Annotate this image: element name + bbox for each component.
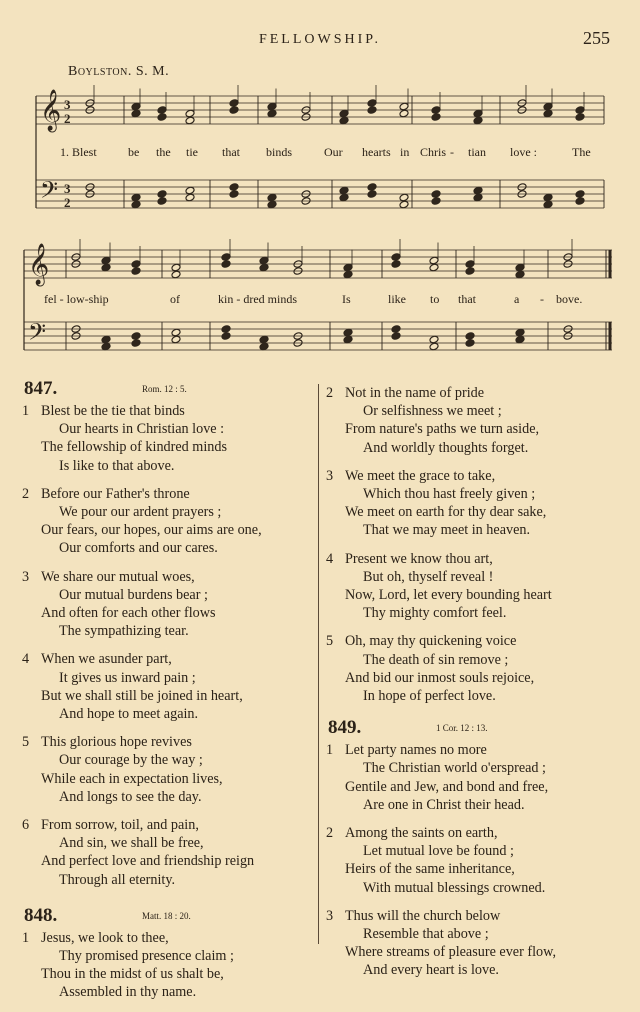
note-head [575,113,585,122]
note-head [185,116,195,125]
verse-line: And bid our inmost souls rejoice, [345,669,535,686]
note-head [171,328,181,337]
lyric-syllable: - [540,292,544,306]
verse-number: 5 [326,633,334,650]
note-head [171,270,181,279]
verse [22,733,314,806]
note-head [391,325,401,334]
note-head [101,263,111,272]
note-head [221,253,231,262]
hymn-number: 849. [328,717,362,739]
note-head [131,102,141,111]
lyric-syllable: Our [324,145,343,159]
lyric-syllable: The [572,145,591,159]
note-head [429,263,439,272]
note-head [465,260,475,269]
verse [22,929,314,1002]
verse-text: Let party names no more [345,742,487,759]
lyric-syllable: to [430,292,440,306]
note-head [575,106,585,115]
note-head [399,109,409,118]
verse-line: Where streams of pleasure ever flow, [345,944,557,961]
note-head [543,200,553,209]
note-head [575,197,585,206]
scripture-reference: Matt. 18 : 20. [142,910,191,921]
note-head [431,113,441,122]
note-head [429,342,439,351]
lyric-syllable: 1. Blest [60,145,97,159]
verse-line: But we shall still be joined in heart, [41,687,243,704]
hymn-number: 848. [24,904,58,926]
verse [22,402,314,475]
note-head [399,193,409,202]
verse-number: 1 [22,929,30,946]
verse [22,650,314,723]
verse-number: 6 [22,817,30,834]
hymn-heading [22,376,314,402]
note-head [157,113,167,122]
lyric-syllable: like [388,292,406,306]
verse-line [326,824,616,842]
verse [326,741,616,814]
lyric-syllable: fel - low-ship [44,292,109,306]
verse-text: From sorrow, toil, and pain, [41,817,199,834]
verse-line: Heirs of the same inheritance, [345,861,515,878]
verse-line: Our courage by the way ; [59,752,203,769]
note-head [343,270,353,279]
lyric-syllable: of [170,292,180,306]
verse-line [326,467,616,485]
note-head [229,106,239,115]
verse-line [22,650,314,668]
note-head [339,193,349,202]
note-head [473,109,483,118]
verse-line: The death of sin remove ; [363,651,509,668]
note-head [229,190,239,199]
note-head [515,270,525,279]
verse-line: Through all eternity. [59,871,176,888]
note-head [543,109,553,118]
verse-line [22,402,314,420]
lyrics-line-1 [60,145,591,159]
time-signature: 3 [64,181,71,196]
note-head [429,335,439,344]
verse-line [326,550,616,568]
running-title: FELLOWSHIP. [258,32,382,47]
note-head [259,335,269,344]
note-head [267,102,277,111]
lyric-syllable: binds [266,145,293,159]
verse-line: Our mutual burdens bear ; [59,586,208,603]
note-head [101,256,111,265]
verse-line: Thou in the midst of us shalt be, [41,966,224,983]
time-signature: 3 [64,97,71,112]
verse [326,824,616,897]
verse-line: Resemble that above ; [363,926,489,943]
verse-line: Thy promised presence claim ; [59,948,234,965]
verse [326,550,616,623]
note-head [465,332,475,341]
note-head [367,190,377,199]
time-signature: 2 [64,195,71,210]
verse-line [22,568,314,586]
verse [22,568,314,641]
verse-text: Present we know thou art, [345,550,493,567]
verse-line: Our fears, our hopes, our aims are one, [41,522,262,539]
note-head [101,342,111,351]
verse [326,632,616,705]
verse-line: Now, Lord, let every bounding heart [345,587,552,604]
verse-line: Our comforts and our cares. [59,540,218,557]
lyric-syllable: tian [468,145,486,159]
note-head [259,256,269,265]
note-head [473,186,483,195]
verse-line: And perfect love and friendship reign [41,853,255,870]
note-head [171,263,181,272]
lyric-syllable: bove. [556,292,583,306]
scripture-reference: 1 Cor. 12 : 13. [436,723,488,734]
verse-line: That we may meet in heaven. [363,522,531,539]
verse-line: We meet on earth for thy dear sake, [345,504,547,521]
bass-clef: 𝄢 [40,176,59,209]
note-head [131,267,141,276]
hymn-number: 847. [24,378,58,399]
lyric-syllable: kin - dred minds [218,292,297,306]
note-head [157,190,167,199]
note-head [431,190,441,199]
verse-number: 3 [326,467,334,484]
verse-line [326,741,616,759]
verse-line [326,907,616,925]
verse-line: The fellowship of kindred minds [41,439,227,456]
note-head [267,200,277,209]
lyric-syllable: a [514,292,520,306]
note-head [339,109,349,118]
verse-number: 3 [22,568,30,585]
scripture-reference: Rom. 12 : 5. [142,384,187,394]
verse-text: When we asunder part, [41,651,172,668]
verse [326,907,616,980]
verse-text: This glorious hope revives [41,734,192,751]
note-head [221,332,231,341]
note-head [131,332,141,341]
lyric-syllable: Chris [420,145,447,159]
note-head [367,183,377,192]
verse-line: And sin, we shall be free, [59,835,204,852]
note-head [229,183,239,192]
note-head [339,116,349,125]
note-head [515,328,525,337]
verse-line: Are one in Christ their head. [363,796,525,813]
verse-number: 5 [22,734,30,751]
verse-line: We pour our ardent prayers ; [59,504,222,521]
verse-number: 4 [326,550,334,567]
lyric-syllable: that [222,145,240,159]
note-head [101,335,111,344]
verse-line: The sympathizing tear. [59,623,189,640]
note-head [131,200,141,209]
lyric-syllable: be [128,145,140,159]
note-head [515,263,525,272]
verse-line [22,816,314,834]
verse-text: Not in the name of pride [345,385,485,401]
note-head [367,106,377,115]
time-signature: 2 [64,111,71,126]
note-head [465,339,475,348]
note-head [391,332,401,341]
verse-line [22,485,314,503]
lyric-syllable: - [450,145,454,159]
verse-line: Which thou hast freely given ; [363,486,536,503]
music-notes [71,85,585,351]
note-head [391,260,401,269]
verse-line: The Christian world o'erspread ; [363,760,547,777]
verse-text: Oh, may thy quickening voice [345,633,517,650]
note-head [267,109,277,118]
verse-line [22,929,314,947]
verse-number: 1 [326,742,334,759]
lyrics-line-2 [44,292,582,306]
lyric-syllable: Is [342,292,351,306]
verse-text: We meet the grace to take, [345,467,496,484]
lyric-syllable: the [156,145,171,159]
note-head [543,102,553,111]
verse-line: Let mutual love be found ; [363,843,514,860]
verse-text: Before our Father's throne [41,485,190,502]
verse-line: Gentile and Jew, and bond and free, [345,778,549,795]
verse-number: 2 [22,485,30,502]
verse-line: Or selfishness we meet ; [363,403,502,420]
verse-text: Blest be the tie that binds [41,403,185,419]
left-column [22,376,314,1012]
note-head [431,106,441,115]
note-head [229,99,239,108]
note-head [399,200,409,209]
verse-line: And longs to see the day. [59,788,202,805]
tune-name: Boylston. [68,64,132,79]
note-head [157,106,167,115]
note-head [429,256,439,265]
note-head [221,260,231,269]
lyric-syllable: tie [186,145,198,159]
verse-line: And every heart is love. [363,962,499,979]
music-score [0,0,640,372]
verse [326,467,616,540]
verse-line: With mutual blessings crowned. [363,879,546,896]
verse-line: Thy mighty comfort feel. [363,605,507,622]
verse-number: 1 [22,403,30,419]
note-head [259,342,269,351]
verse-line: In hope of perfect love. [363,688,496,705]
note-head [399,102,409,111]
verse-text: Jesus, we look to thee, [41,929,169,946]
verse-line: But oh, thyself reveal ! [363,568,494,585]
lyric-syllable: hearts [362,145,391,159]
note-head [131,339,141,348]
note-head [473,193,483,202]
note-head [157,197,167,206]
lyric-syllable: that [458,292,476,306]
note-head [221,325,231,334]
tune-meter: S. M. [135,64,170,79]
verse-line: Is like to that above. [59,457,175,474]
note-head [473,116,483,125]
verse [22,485,314,558]
note-head [185,193,195,202]
note-head [267,193,277,202]
page-number: 255 [583,28,610,48]
hymn-heading [326,715,616,741]
column-divider [318,384,319,944]
note-head [185,109,195,118]
note-head [575,190,585,199]
verse-line: From nature's paths we turn aside, [345,421,540,438]
verse-line [22,733,314,751]
note-head [343,335,353,344]
note-head [339,186,349,195]
note-head [465,267,475,276]
note-head [131,193,141,202]
note-head [185,186,195,195]
lyric-syllable: love : [510,145,537,159]
note-head [543,193,553,202]
staff-lines [24,89,612,351]
verse-text: Among the saints on earth, [345,825,498,842]
treble-clef: 𝄞 [40,90,62,131]
note-head [171,335,181,344]
verse-line: It gives us inward pain ; [59,669,196,686]
verse-line: And often for each other flows [41,605,216,622]
verse-number: 4 [22,651,30,668]
bass-clef: 𝄢 [28,318,47,351]
verse-number: 2 [326,385,334,401]
verse-line: Our hearts in Christian love : [59,421,225,438]
verse-line [326,632,616,650]
verse-line: Assembled in thy name. [59,984,197,1001]
verse-line [326,384,616,402]
note-head [343,263,353,272]
right-column [326,376,616,990]
note-head [391,253,401,262]
verse-line: While each in expectation lives, [41,770,223,787]
note-head [431,197,441,206]
verse-line: And worldly thoughts forget. [363,439,529,456]
note-head [515,335,525,344]
note-head [131,109,141,118]
verse-text: Thus will the church below [345,907,501,924]
note-head [131,260,141,269]
section-spacer [326,376,616,384]
verse-number: 3 [326,907,334,924]
hymn-heading [22,903,314,929]
verse [22,816,314,889]
verse-line: And hope to meet again. [59,706,199,723]
note-head [367,99,377,108]
note-head [259,263,269,272]
verse-text: We share our mutual woes, [41,568,195,585]
verse-number: 2 [326,825,334,842]
verse [326,384,616,457]
treble-clef: 𝄞 [28,244,50,285]
note-head [343,328,353,337]
lyric-syllable: in [400,145,410,159]
